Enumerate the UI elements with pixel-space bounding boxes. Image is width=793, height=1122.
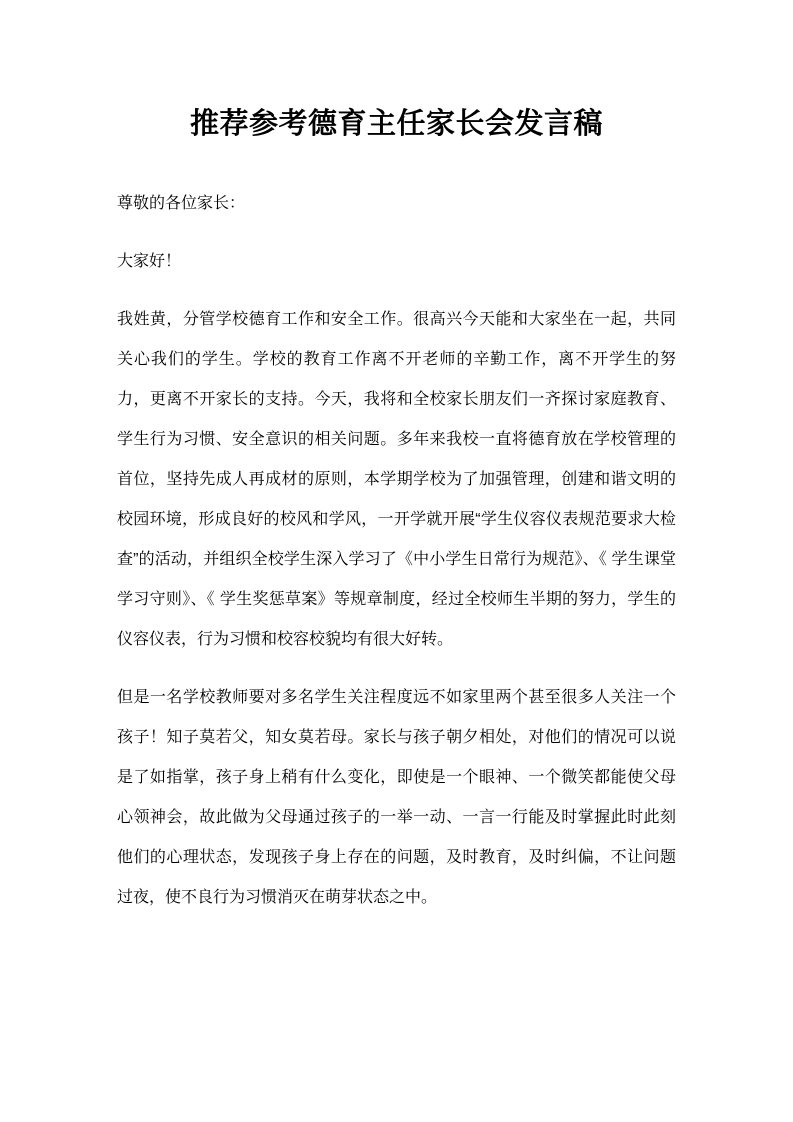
- document-title: 推荐参考德育主任家长会发言稿: [189, 108, 603, 140]
- salutation-paragraph: 尊敬的各位家长：: [117, 195, 246, 212]
- body-paragraph-1: 我姓黄，分管学校德育工作和安全工作。很高兴今天能和大家坐在一起，共同关心我们的学生。学校的教育工作离不开老师的辛勤工作，离不开学生的努力，更离不开家长的支持。今天，我将和全校家长朋友们一齐探讨家庭教育、学生行为习惯、安全意识的相关问题。多年来我校一直将德育放在学校管理的首位，坚持先成人再成材的原则，本学期学校为了加强管理，创建和谐文明的校园环境，形成良好的校风和学风，一开学就开展“学生仪容仪表规范要求大检查”的活动，并组织全校学生深入学习了《中小学生日常行为规范》、《 学生课堂学习守则》、《 学生奖惩草案》等规章制度，经过全校师生半期的努力，学生的仪容仪表，行为习惯和校容校貌均有很大好转。: [117, 311, 676, 648]
- greeting-paragraph: 大家好！: [117, 253, 182, 270]
- body-paragraph-2: 但是一名学校教师要对多名学生关注程度远不如家里两个甚至很多人关注一个孩子！知子莫若父，知女莫若母。家长与孩子朝夕相处，对他们的情况可以说是了如指掌，孩子身上稍有什么变化，即使是一个眼神、一个微笑都能使父母心领神会，故此做为父母通过孩子的一举一动、一言一行能及时掌握此时此刻他们的心理状态，发现孩子身上存在的问题，及时教育，及时纠偏，不让问题过夜，使不良行为习惯消灭在萌芽状态之中。: [117, 689, 676, 906]
